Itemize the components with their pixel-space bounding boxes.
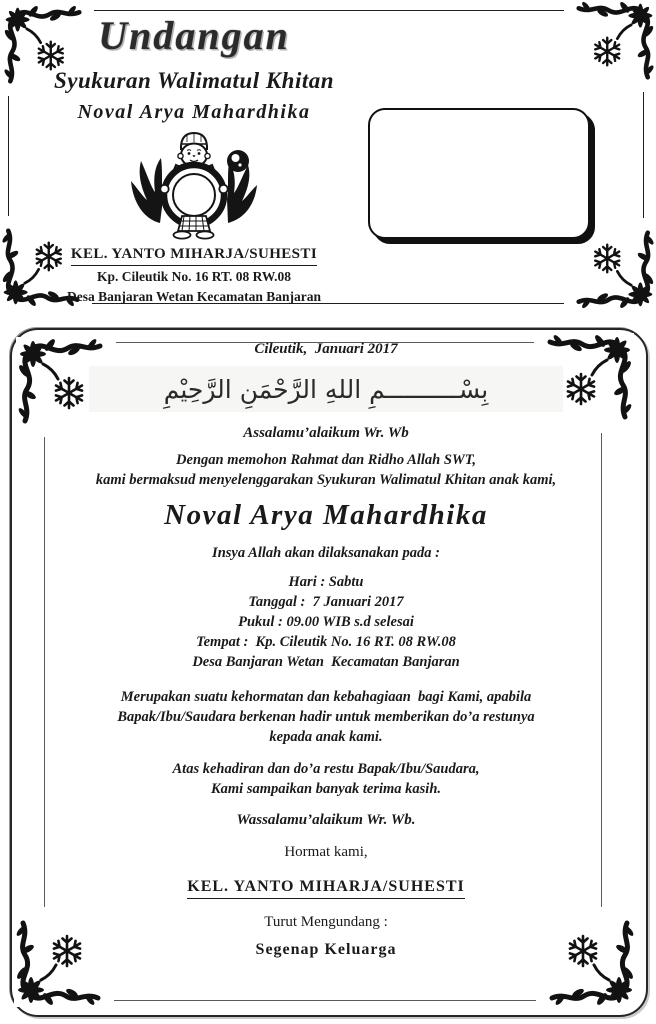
envelope-front-panel xyxy=(0,0,656,312)
khitan-boy-illustration xyxy=(123,127,265,241)
recipient-address-window xyxy=(368,108,590,239)
envelope-subtitle: Syukuran Walimatul Khitan xyxy=(53,68,335,93)
floral-snowflake-ornament-icon xyxy=(564,0,656,92)
detail-place: Tempat : Kp. Cileutik No. 16 RT. 08 RW.08 xyxy=(196,634,456,650)
child-name: Noval Arya Mahardhika xyxy=(164,499,488,531)
thanks-line: Kami sampaikan banyak terima kasih. xyxy=(210,781,442,797)
regards-label: Hormat kami, xyxy=(284,844,368,860)
sender-block xyxy=(67,243,321,307)
hope-line: Bapak/Ibu/Saudara berkenan hadir untuk memberikan do’a restunya xyxy=(117,709,535,725)
invitation-content xyxy=(62,341,590,959)
invitation-card-panel xyxy=(0,325,656,1021)
detail-day: Hari : Sabtu xyxy=(288,574,364,590)
detail-place-line2: Desa Banjaran Wetan Kecamatan Banjaran xyxy=(192,654,460,670)
sender-address-line2: Desa Banjaran Wetan Kecamatan Banjaran xyxy=(66,289,321,305)
bismillah-calligraphy: بِسْــــــــــمِ اللهِ الرَّحْمَنِ الرَّحِيْمِ xyxy=(89,366,563,412)
signature-family-name: KEL. YANTO MIHARJA/SUHESTI xyxy=(187,878,464,899)
thanks-paragraph xyxy=(173,759,480,799)
detail-time: Pukul : 09.00 WIB s.d selesai xyxy=(238,614,414,630)
event-details xyxy=(192,572,459,672)
thanks-line: Atas kehadiran dan do’a restu Bapak/Ibu/Saudara, xyxy=(172,761,480,777)
hope-line: kepada anak kami. xyxy=(269,729,383,745)
closing-salam: Wassalamu’alaikum Wr. Wb. xyxy=(236,812,416,828)
envelope-text-column xyxy=(20,14,368,307)
envelope-child-name: Noval Arya Mahardhika xyxy=(77,101,311,123)
schedule-intro: Insya Allah akan dilaksanakan pada : xyxy=(212,545,440,561)
co-invite-label: Turut Mengundang : xyxy=(264,914,388,930)
intro-line: Dengan memohon Rahmat dan Ridho Allah SWT, xyxy=(176,452,476,468)
hope-paragraph xyxy=(117,687,534,747)
envelope-title: Undangan xyxy=(98,13,290,58)
hope-line: Merupakan suatu kehormatan dan kebahagiaan bagi Kami, apabila xyxy=(120,689,532,705)
intro-paragraph xyxy=(96,450,556,490)
detail-date: Tanggal : 7 Januari 2017 xyxy=(248,594,404,610)
opening-salam: Assalamu’alaikum Wr. Wb xyxy=(243,425,409,441)
sender-family-name: KEL. YANTO MIHARJA/SUHESTI xyxy=(71,244,317,266)
dateline: Cileutik, Januari 2017 xyxy=(254,341,398,357)
sender-address-line1: Kp. Cileutik No. 16 RT. 08 RW.08 xyxy=(96,269,292,285)
co-invite-value: Segenap Keluarga xyxy=(255,941,397,958)
intro-line: kami bermaksud menyelenggarakan Syukuran Walimatul Khitan anak kami, xyxy=(95,472,557,488)
